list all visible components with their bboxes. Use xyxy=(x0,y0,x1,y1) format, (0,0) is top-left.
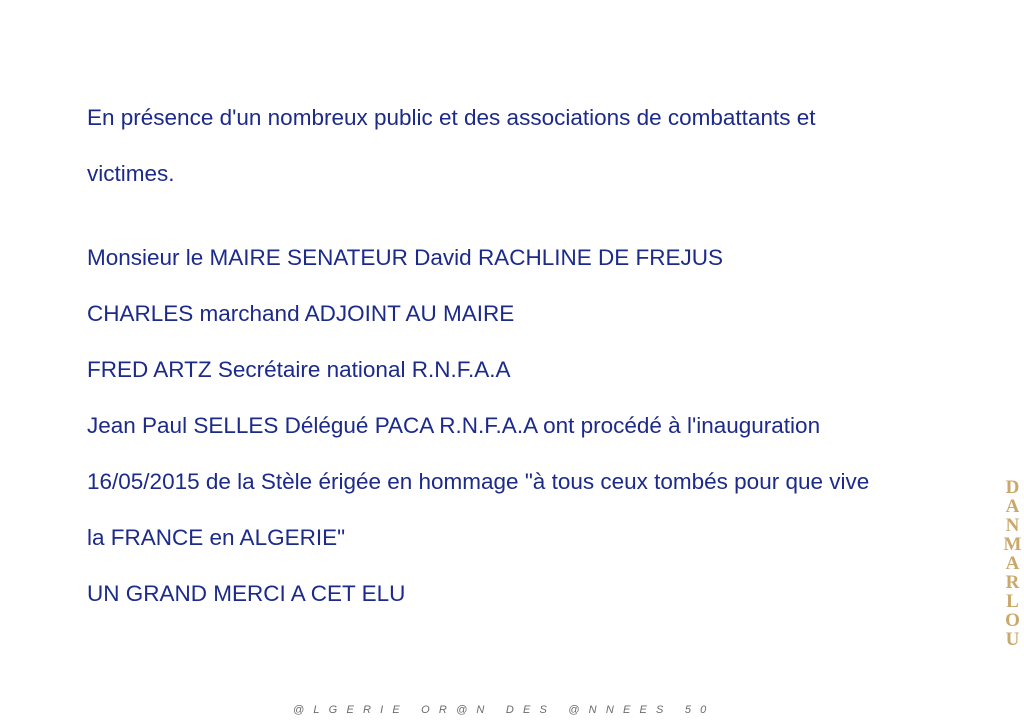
body-line-mayor: Monsieur le MAIRE SENATEUR David RACHLINE DE FREJUS xyxy=(87,245,723,270)
body-line-date: 16/05/2015 de la Stèle érigée en hommage "à tous ceux tombés pour que vive xyxy=(87,469,870,494)
intro-line-1: En présence d'un nombreux public et des associations de combattants et xyxy=(87,105,816,130)
vertical-signature: DANMARLOU xyxy=(1002,477,1023,648)
footer-caption: @LGERIE OR@N DES @NNEES 50 xyxy=(293,704,716,716)
body-line-deputy: CHARLES marchand ADJOINT AU MAIRE xyxy=(87,301,515,326)
body-text xyxy=(87,96,957,628)
body-line-secretary: FRED ARTZ Secrétaire national R.N.F.A.A xyxy=(87,357,511,382)
body-line-algerie: la FRANCE en ALGERIE" xyxy=(87,525,346,550)
body-line-delegate: Jean Paul SELLES Délégué PACA R.N.F.A.A ont procédé à l'inauguration xyxy=(87,413,821,438)
body-line-thanks: UN GRAND MERCI A CET ELU xyxy=(87,581,406,606)
intro-line-2: victimes. xyxy=(87,161,175,186)
paragraph-spacer xyxy=(87,208,957,236)
